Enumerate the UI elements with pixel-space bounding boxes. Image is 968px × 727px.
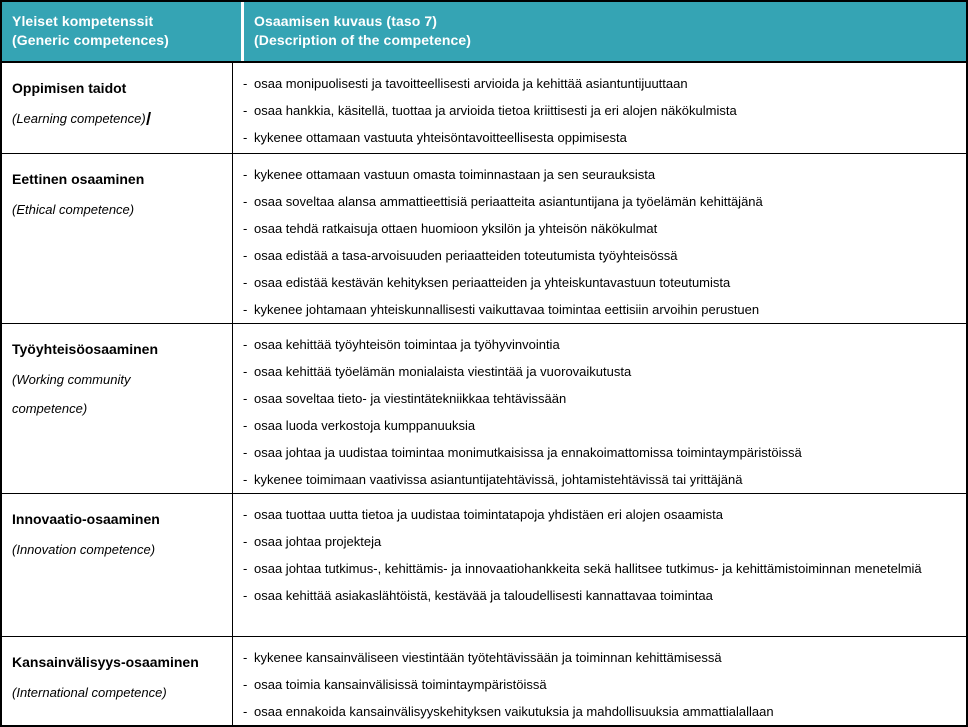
list-item <box>243 161 951 188</box>
bullet-dash: - <box>243 587 248 603</box>
list-item <box>243 582 951 609</box>
table-row <box>2 494 966 637</box>
list-item <box>243 97 951 124</box>
row-subtitle <box>12 104 187 133</box>
list-item <box>243 269 951 296</box>
list-item <box>243 439 951 466</box>
bullet-dash: - <box>243 444 248 460</box>
bullet-dash: - <box>243 220 248 236</box>
bullet-dash: - <box>243 102 248 118</box>
list-item <box>243 215 951 242</box>
bullet-text: osaa kehittää työelämän monialaista viestintää ja vuorovaikutusta <box>254 363 632 379</box>
bullet-dash: - <box>243 75 248 91</box>
bullet-dash: - <box>243 363 248 379</box>
table-row <box>2 63 966 154</box>
table-row <box>2 324 966 494</box>
header-title-en: (Generic competences) <box>12 32 169 48</box>
bullet-text: kykenee toimimaan vaativissa asiantuntijatehtävissä, johtamistehtävissä tai yrittäjänä <box>254 471 743 487</box>
bullet-text: osaa soveltaa alansa ammattieettisiä periaatteita asiantuntijana ja työelämän kehittäjänä <box>254 193 763 209</box>
row-title: Työyhteisöosaaminen <box>12 340 159 357</box>
row-title: Eettinen osaaminen <box>12 170 145 187</box>
bullet-text: osaa johtaa projekteja <box>254 533 382 549</box>
bullet-text: osaa johtaa tutkimus-, kehittämis- ja innovaatiohankkeita sekä hallitsee tutkimus- ja kehittämistoiminnan menetelmiä <box>254 560 922 576</box>
bullet-dash: - <box>243 129 248 145</box>
bullet-dash: - <box>243 247 248 263</box>
row-subtitle-text: (Learning competence) <box>12 110 146 126</box>
list-item <box>243 528 951 555</box>
bullet-dash: - <box>243 650 248 665</box>
list-item <box>243 644 951 671</box>
bullet-dash: - <box>243 166 248 182</box>
bullet-text: osaa tehdä ratkaisuja ottaen huomioon yksilön ja yhteisön näkökulmat <box>254 220 658 236</box>
bullet-text: kykenee johtamaan yhteiskunnallisesti vaikuttavaa toimintaa eettisiin arvoihin perustuen <box>254 301 760 317</box>
row-description-cell <box>233 324 966 493</box>
bullet-dash: - <box>243 560 248 576</box>
row-subtitle: (International competence) <box>12 685 167 700</box>
header-title-fi: Yleiset kompetenssit <box>12 13 154 29</box>
bullet-text: osaa hankkia, käsitellä, tuottaa ja arvioida tietoa kriittisesti ja eri alojen näkökulmista <box>254 102 737 118</box>
row-label-cell <box>2 324 233 493</box>
table-row <box>2 154 966 324</box>
bullet-dash: - <box>243 417 248 433</box>
list-item <box>243 385 951 412</box>
bullet-dash: - <box>243 193 248 209</box>
bullet-text: osaa toimia kansainvälisissä toimintaympäristöissä <box>254 677 547 692</box>
list-item <box>243 412 951 439</box>
bullet-dash: - <box>243 677 248 692</box>
header-cell-description <box>244 2 966 61</box>
bullet-text: osaa kehittää asiakaslähtöistä, kestävää ja taloudellisesti kannattavaa toimintaa <box>254 587 713 603</box>
row-label-cell <box>2 494 233 636</box>
row-description-cell <box>233 637 966 725</box>
bullet-text: osaa luoda verkostoja kumppanuuksia <box>254 417 476 433</box>
row-description-cell <box>233 494 966 636</box>
bullet-text: kykenee ottamaan vastuuta yhteisöntavoitteellisesta oppimisesta <box>254 129 627 145</box>
list-item <box>243 358 951 385</box>
bullet-dash: - <box>243 301 248 317</box>
text-cursor <box>146 112 151 125</box>
bullet-dash: - <box>243 533 248 549</box>
bullet-text: osaa soveltaa tieto- ja viestintätekniikkaa tehtävissään <box>254 390 567 406</box>
row-title: Innovaatio-osaaminen <box>12 510 160 527</box>
list-item <box>243 671 951 698</box>
row-label-cell <box>2 154 233 323</box>
bullet-dash: - <box>243 506 248 522</box>
list-item <box>243 501 951 528</box>
bullet-text: osaa edistää a tasa-arvoisuuden periaatteiden toteutumista työyhteisössä <box>254 247 678 263</box>
bullet-dash: - <box>243 274 248 290</box>
list-item <box>243 555 951 582</box>
bullet-text: osaa edistää kestävän kehityksen periaatteiden ja yhteiskuntavastuun toteutumista <box>254 274 731 290</box>
header-cell-generic-competences <box>2 2 244 61</box>
row-title: Kansainvälisyys-osaaminen <box>12 654 199 670</box>
list-item <box>243 296 951 323</box>
row-description-cell <box>233 63 966 153</box>
row-subtitle: (Innovation competence) <box>12 541 156 557</box>
row-label-cell <box>2 637 233 725</box>
list-item <box>243 242 951 269</box>
list-item <box>243 188 951 215</box>
bullet-text: kykenee kansainväliseen viestintään työtehtävissään ja toiminnan kehittämisessä <box>254 650 722 665</box>
bullet-dash: - <box>243 704 248 719</box>
table-row <box>2 637 966 725</box>
row-title: Oppimisen taidot <box>12 79 127 96</box>
bullet-text: osaa ennakoida kansainvälisyyskehityksen vaikutuksia ja mahdollisuuksia ammattialallaan <box>254 704 774 719</box>
bullet-dash: - <box>243 390 248 406</box>
header-description-fi: Osaamisen kuvaus (taso 7) <box>254 13 438 29</box>
bullet-text: osaa monipuolisesti ja tavoitteellisesti arvioida ja kehittää asiantuntijuuttaan <box>254 75 688 91</box>
table-header-row <box>2 2 966 63</box>
bullet-dash: - <box>243 471 248 487</box>
row-subtitle: (Ethical competence) <box>12 201 135 217</box>
row-label-cell <box>2 63 233 153</box>
header-description-en: (Description of the competence) <box>254 32 472 48</box>
list-item <box>243 331 951 358</box>
row-description-cell <box>233 154 966 323</box>
list-item <box>243 698 951 725</box>
bullet-text: osaa kehittää työyhteisön toimintaa ja työhyvinvointia <box>254 336 560 352</box>
bullet-text: osaa tuottaa uutta tietoa ja uudistaa toimintatapoja yhdistäen eri alojen osaamista <box>254 506 724 522</box>
bullet-text: kykenee ottamaan vastuun omasta toiminnastaan ja sen seurauksista <box>254 166 656 182</box>
bullet-text: osaa johtaa ja uudistaa toimintaa monimutkaisissa ja ennakoimattomissa toimintaympäristöissä <box>254 444 802 460</box>
bullet-dash: - <box>243 336 248 352</box>
list-item <box>243 466 951 493</box>
list-item <box>243 70 951 97</box>
row-subtitle: (Working community competence) <box>12 371 131 416</box>
list-item <box>243 124 951 151</box>
